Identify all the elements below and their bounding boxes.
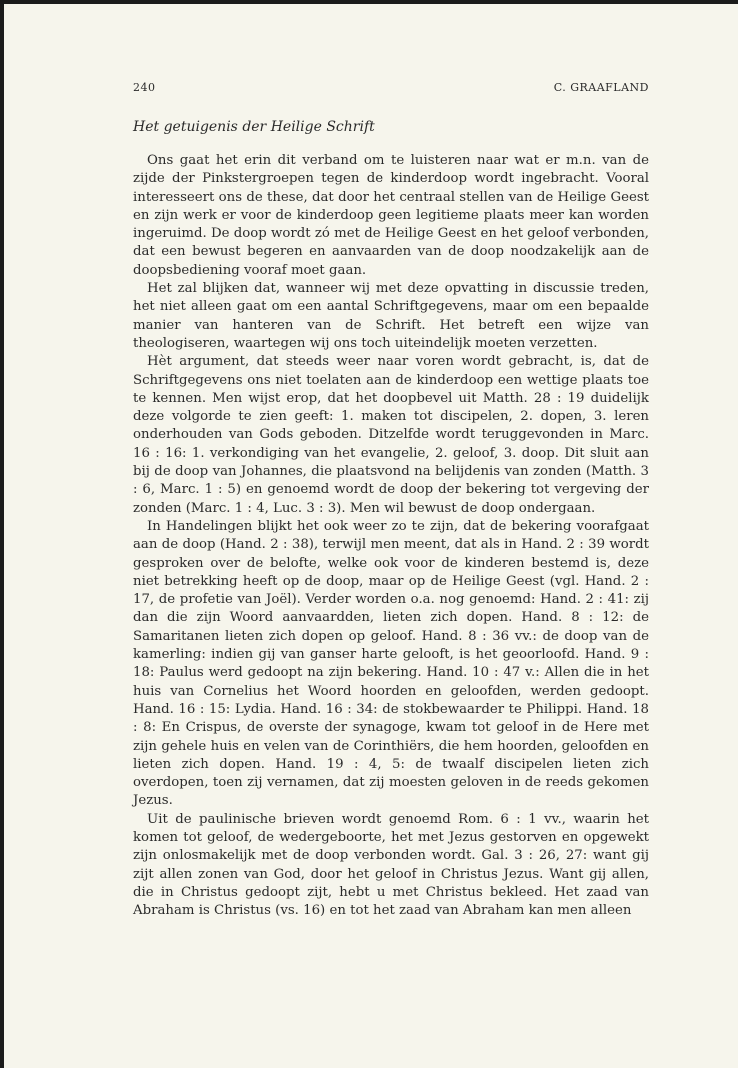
- paragraph: Het zal blijken dat, wanneer wij met deze opvatting in discussie treden, het niet alleen gaat om een aantal Schriftgegevens, maar om een bepaalde manier van hanteren van de Schrift. Het betreft een wijze van theologiseren, waartegen wij ons toch uiteindelijk moeten verzetten.: [133, 281, 649, 351]
- scan-border-top: [0, 0, 738, 4]
- paragraph: Ons gaat het erin dit verband om te luisteren naar wat er m.n. van de zijde der Pinkstergroepen tegen de kinderdoop wordt ingebracht. Vooral interesseert ons de these, dat door het centraal stellen van de Heilige Geest en zijn werk er voor de kinderdoop geen legitieme plaats meer kan worden ingeruimd. De doop wordt zó met de Heilige Geest en het geloof verbonden, dat een bewust begeren en aanvaarden van de doop noodzakelijk aan de doopsbediening vooraf moet gaan.: [133, 153, 649, 278]
- paragraph: Hèt argument, dat steeds weer naar voren wordt gebracht, is, dat de Schriftgegevens ons niet toelaten aan de kinderdoop een wettige plaats toe te kennen. Men wijst erop, dat het doopbevel uit Matth. 28 : 19 duidelijk deze volgorde te zien geeft: 1. maken tot discipelen, 2. dopen, 3. leren onderhouden van Gods geboden. Ditzelfde wordt teruggevonden in Marc. 16 : 16: 1. verkondiging van het evangelie, 2. geloof, 3. doop. Dit sluit aan bij de doop van Johannes, die plaatsvond na belijdenis van zonden (Matth. 3 : 6, Marc. 1 : 5) en genoemd wordt de doop der bekering tot vergeving der zonden (Marc. 1 : 4, Luc. 3 : 3). Men wil bewust de doop ondergaan.: [133, 354, 649, 516]
- paragraph: In Handelingen blijkt het ook weer zo te zijn, dat de bekering voorafgaat aan de doop (Hand. 2 : 38), terwijl men meent, dat als in Hand. 2 : 39 wordt gesproken over de belofte, welke ook voor de kinderen bestemd is, deze niet betrekking heeft op de doop, maar op de Heilige Geest (vgl. Hand. 2 : 17, de profetie van Joël). Verder worden o.a. nog genoemd: Hand. 2 : 41: zij dan die zijn Woord aanvaardden, lieten zich dopen. Hand. 8 : 12: de Samaritanen lieten zich dopen op geloof. Hand. 8 : 36 vv.: de doop van de kamerling: indien gij van ganser harte gelooft, is het geoorloofd. Hand. 9 : 18: Paulus werd gedoopt na zijn bekering. Hand. 10 : 47 v.: Allen die in het huis van Cornelius het Woord hoorden en geloofden, werden gedoopt. Hand. 16 : 15: Lydia. Hand. 16 : 34: de stokbewaarder te Philippi. Hand. 18 : 8: En Crispus, de overste der synagoge, kwam tot geloof in de Here met zijn gehele huis en velen van de Corinthiërs, die hem hoorden, geloofden en lieten zich dopen. Hand. 19 : 4, 5: de twaalf discipelen lieten zich overdopen, toen zij vernamen, dat zij moesten geloven in de reeds gekomen Jezus.: [133, 518, 649, 809]
- running-head: [133, 80, 649, 96]
- scan-border-left: [0, 0, 4, 1068]
- section-title: Het getuigenis der Heilige Schrift: [133, 119, 375, 135]
- body-text: [133, 152, 649, 920]
- page-content: [133, 80, 649, 920]
- page-number: 240: [133, 81, 156, 94]
- paragraph: Uit de paulinische brieven wordt genoemd Rom. 6 : 1 vv., waarin het komen tot geloof, de wedergeboorte, het met Jezus gestorven en opgewekt zijn onlosmakelijk met de doop verbonden wordt. Gal. 3 : 26, 27: want gij zijt allen zonen van God, door het geloof in Christus Jezus. Want gij allen, die in Christus gedoopt zijt, hebt u met Christus bekleed. Het zaad van Abraham is Christus (vs. 16) en tot het zaad van Abraham kan men alleen: [133, 811, 649, 919]
- author-name: C. GRAAFLAND: [553, 81, 649, 94]
